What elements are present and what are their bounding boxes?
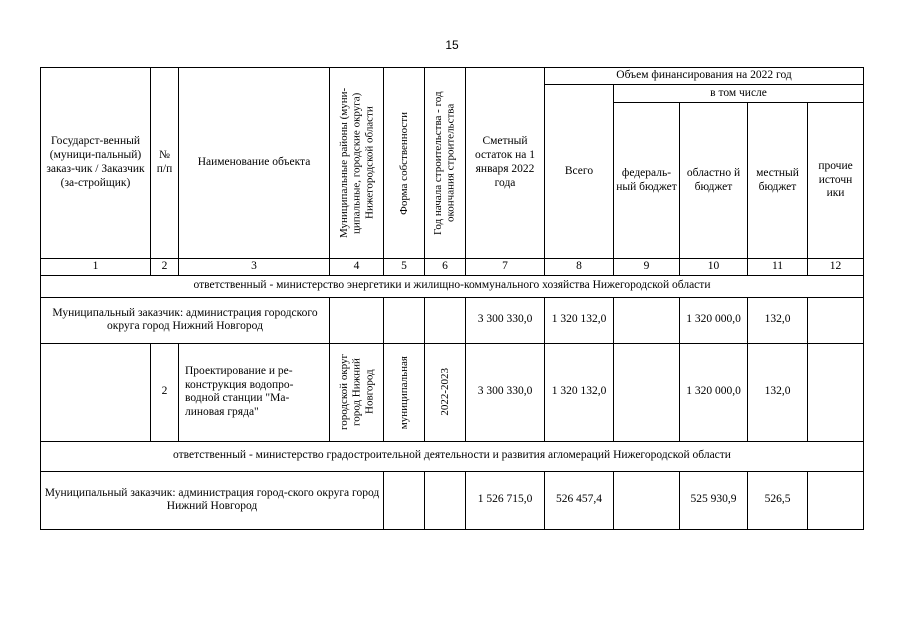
header-object-name: Наименование объекта (179, 68, 330, 259)
header-years-text: Год начала строительства - год окончания строительства (432, 91, 457, 235)
cell-empty (384, 471, 425, 529)
header-customer: Государст-венный (муници-пальный) заказ-чик / Заказчик (за-стройщик) (41, 68, 151, 259)
header-ownership (384, 68, 425, 259)
object-ownership-text: муниципальная (397, 355, 410, 429)
regional-value: 1 320 000,0 (680, 343, 748, 441)
header-number: № п/п (151, 68, 179, 259)
estimate-value: 3 300 330,0 (466, 343, 545, 441)
table-row (41, 297, 864, 343)
customer-name: Муниципальный заказчик: администрация городского округа город Нижний Новгород (41, 297, 330, 343)
cell-empty (425, 471, 466, 529)
object-years (425, 343, 466, 441)
total-value: 526 457,4 (545, 471, 614, 529)
object-ownership (384, 343, 425, 441)
col-number: 10 (680, 259, 748, 276)
col-number: 8 (545, 259, 614, 276)
header-district (330, 68, 384, 259)
header-local: местный бюджет (748, 103, 808, 259)
other-value (808, 297, 864, 343)
col-number: 4 (330, 259, 384, 276)
local-value: 132,0 (748, 343, 808, 441)
col-number: 6 (425, 259, 466, 276)
header-estimate: Сметный остаток на 1 января 2022 года (466, 68, 545, 259)
col-number: 3 (179, 259, 330, 276)
federal-value (614, 471, 680, 529)
object-district-text: городской округ город Нижний Новгород (337, 354, 375, 431)
object-district (330, 343, 384, 441)
col-number: 7 (466, 259, 545, 276)
local-value: 132,0 (748, 297, 808, 343)
col-number: 1 (41, 259, 151, 276)
header-regional: областно й бюджет (680, 103, 748, 259)
financing-table (40, 67, 864, 530)
col-number: 2 (151, 259, 179, 276)
estimate-value: 3 300 330,0 (466, 297, 545, 343)
federal-value (614, 297, 680, 343)
other-value (808, 343, 864, 441)
header-other: прочие источн ики (808, 103, 864, 259)
cell-empty (330, 297, 384, 343)
object-years-text: 2022-2023 (438, 368, 451, 417)
header-including: в том числе (614, 85, 864, 103)
total-value: 1 320 132,0 (545, 343, 614, 441)
federal-value (614, 343, 680, 441)
total-value: 1 320 132,0 (545, 297, 614, 343)
col-number: 12 (808, 259, 864, 276)
header-total: Всего (545, 85, 614, 259)
col-number: 9 (614, 259, 680, 276)
customer-name: Муниципальный заказчик: администрация город-ского округа город Нижний Новгород (41, 471, 384, 529)
cell-empty (41, 343, 151, 441)
object-name: Проектирование и ре-конструкция водопро-водной станции "Ма-линовая гряда" (179, 343, 330, 441)
column-number-row (41, 259, 864, 276)
other-value (808, 471, 864, 529)
header-district-text: Муниципальные районы (муни-ципальные, городские округа) Нижегородской области (337, 87, 375, 239)
table-row (41, 471, 864, 529)
regional-value: 1 320 000,0 (680, 297, 748, 343)
col-number: 11 (748, 259, 808, 276)
page-number: 15 (445, 38, 459, 52)
cell-empty (425, 297, 466, 343)
local-value: 526,5 (748, 471, 808, 529)
table-row (41, 343, 864, 441)
estimate-value: 1 526 715,0 (466, 471, 545, 529)
section-title: ответственный - министерство энергетики и жилищно-коммунального хозяйства Нижегородской области (41, 275, 864, 297)
col-number: 5 (384, 259, 425, 276)
header-federal: федераль-ный бюджет (614, 103, 680, 259)
section-title: ответственный - министерство градостроительной деятельности и развития агломераций Нижегородской области (41, 441, 864, 471)
cell-empty (384, 297, 425, 343)
object-number: 2 (151, 343, 179, 441)
header-ownership-text: Форма собственности (397, 111, 410, 215)
regional-value: 525 930,9 (680, 471, 748, 529)
header-funding: Объем финансирования на 2022 год (545, 68, 864, 85)
header-years (425, 68, 466, 259)
